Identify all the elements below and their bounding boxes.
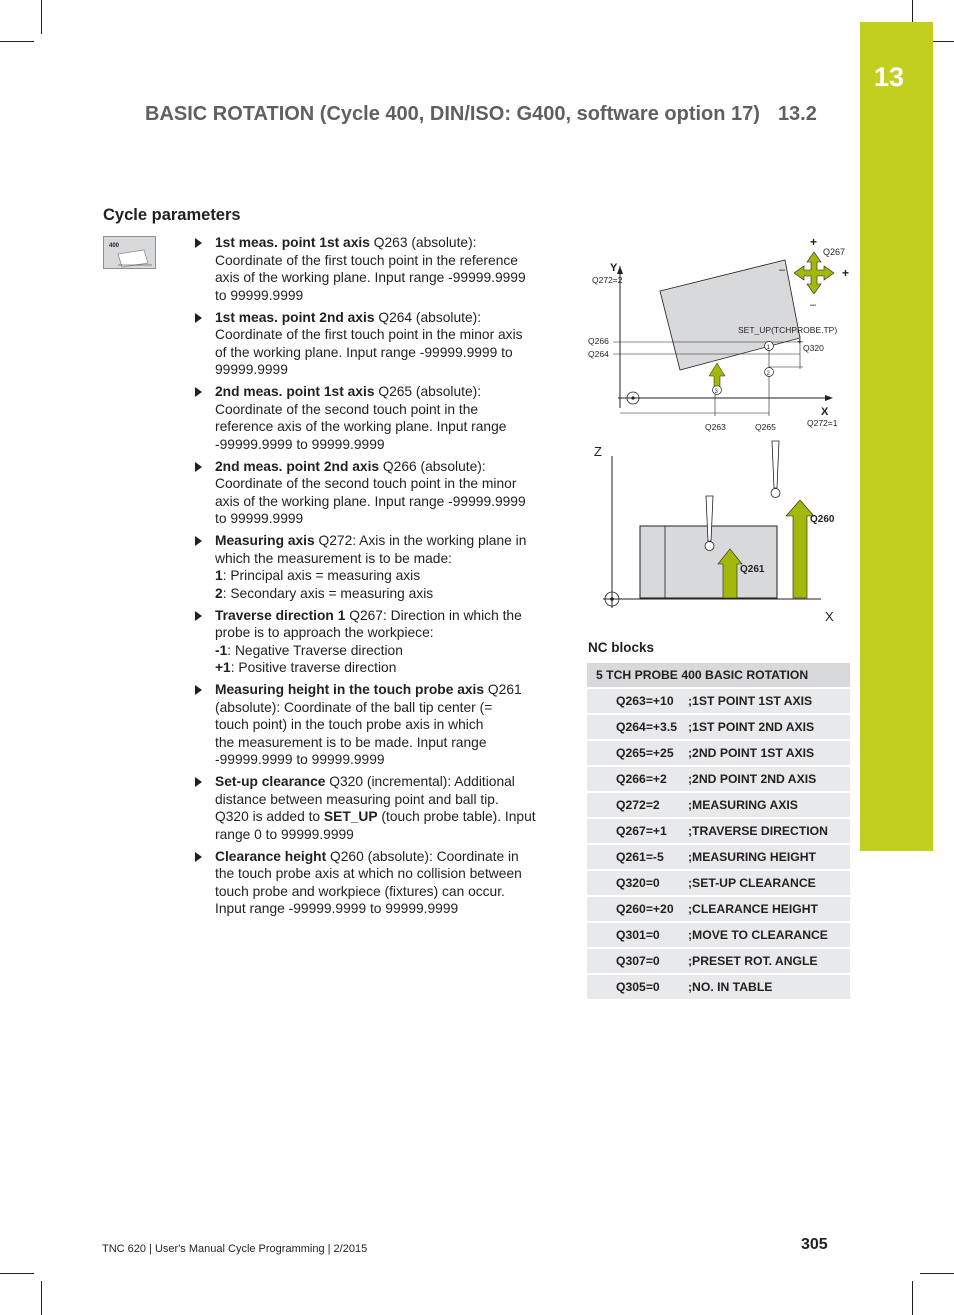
q260-label: Q260 [810, 514, 835, 525]
table-row [587, 870, 850, 896]
param-q: Q264 (absolute): [374, 309, 482, 325]
side-x-axis-label: X [825, 609, 834, 624]
param-line: -99999.9999 to 99999.9999 [215, 436, 385, 452]
softkey-label: 400 [109, 243, 120, 249]
bullet-arrow-icon [195, 777, 202, 787]
bullet-arrow-icon [195, 313, 202, 323]
param-line: of the working plane. Input range -99999.9999 to [215, 344, 513, 360]
param-option [215, 642, 555, 660]
bullet-arrow-icon [195, 685, 202, 695]
q272-1-label: Q272=1 [807, 418, 838, 428]
param-line: -99999.9999 to 99999.9999 [215, 752, 385, 767]
param-line: Coordinate of the second touch point in the [215, 401, 479, 417]
nc-param: Q264=+3.5 [587, 714, 688, 740]
table-row [587, 714, 850, 740]
cycle-400-softkey-icon [103, 236, 156, 269]
param-line: distance between measuring point and ball tip. [215, 791, 499, 807]
nc-comment: ;1ST POINT 2ND AXIS [688, 714, 850, 740]
nc-comment: ;CLEARANCE HEIGHT [688, 896, 850, 922]
param-item [195, 458, 555, 528]
crop-mark [912, 1281, 913, 1315]
table-row [587, 974, 850, 1000]
table-row [587, 740, 850, 766]
nc-header: 5 TCH PROBE 400 BASIC ROTATION [587, 663, 850, 688]
nc-comment: ;MEASURING AXIS [688, 792, 850, 818]
param-name: 1st meas. point 2nd axis [215, 309, 375, 325]
point-1-label: 1 [766, 345, 770, 351]
param-q: Q263 (absolute): [369, 235, 477, 250]
param-name: Traverse direction 1 [215, 607, 346, 623]
nc-param: Q265=+25 [587, 740, 688, 766]
param-line: to 99999.9999 [215, 287, 304, 303]
q263-label: Q263 [705, 422, 726, 432]
nc-param: Q272=2 [587, 792, 688, 818]
mixed-bold: SET_UP [323, 809, 378, 824]
parameter-list [195, 234, 555, 922]
q261-label: Q261 [740, 564, 765, 575]
bullet-arrow-icon [195, 852, 202, 862]
option-key: -1 [215, 642, 228, 658]
page-number: 305 [801, 1236, 828, 1253]
param-option [215, 659, 555, 677]
table-header-row [587, 663, 850, 688]
nc-param: Q261=-5 [587, 844, 688, 870]
param-line: Input range -99999.9999 to 99999.9999 [215, 901, 459, 916]
param-line: axis of the working plane. Input range -99999.9999 [215, 493, 526, 509]
option-text: : Principal axis = measuring axis [222, 568, 421, 583]
probe-direction-arrow-icon [709, 363, 725, 386]
param-item [195, 234, 555, 304]
nc-comment: ;1ST POINT 1ST AXIS [688, 688, 850, 714]
param-line: probe is to approach the workpiece: [215, 625, 434, 640]
q265-label: Q265 [755, 422, 776, 432]
param-q: Q272: Axis in the working plane in [314, 533, 527, 548]
param-name: Set-up clearance [215, 774, 326, 789]
param-line: reference axis of the working plane. Input range [215, 419, 507, 434]
nc-blocks-title: NC blocks [588, 640, 655, 655]
option-text: : Positive traverse direction [230, 660, 397, 675]
header-title: BASIC ROTATION (Cycle 400, DIN/ISO: G400, software option 17) [145, 103, 760, 125]
param-name: 2nd meas. point 1st axis [215, 384, 375, 399]
crop-mark [41, 1281, 42, 1315]
header-section-number: 13.2 [777, 103, 817, 125]
q266-label: Q266 [588, 336, 609, 346]
q272-2-label: Q272=2 [592, 275, 623, 285]
chapter-number: 13 [873, 62, 905, 92]
bullet-arrow-icon [195, 536, 202, 546]
traverse-plus-x: + [842, 266, 850, 280]
touch-probe-icon [771, 441, 780, 498]
workpiece-rotated [660, 260, 800, 370]
table-row [587, 844, 850, 870]
nc-comment: ;PRESET ROT. ANGLE [688, 948, 850, 974]
side-view-diagram [594, 441, 835, 624]
nc-comment: ;2ND POINT 1ST AXIS [688, 740, 850, 766]
param-line: to 99999.9999 [215, 511, 304, 526]
crop-mark [41, 0, 42, 34]
bullet-arrow-icon [195, 462, 202, 472]
option-text: : Secondary axis = measuring axis [222, 585, 434, 601]
param-q: Q320 (incremental): Additional [325, 774, 515, 789]
nc-param: Q263=+10 [587, 688, 688, 714]
table-row [587, 818, 850, 844]
touch-probe-icon [705, 496, 714, 551]
param-line: the measurement is to be made. Input range [215, 734, 487, 750]
param-q: Q260 (absolute): Coordinate in [326, 848, 519, 864]
crop-mark [0, 41, 34, 42]
table-row [587, 688, 850, 714]
option-key: +1 [215, 660, 231, 675]
param-item [195, 309, 555, 379]
param-line: Coordinate of the first touch point in the reference [215, 252, 518, 268]
nc-comment: ;2ND POINT 2ND AXIS [688, 766, 850, 792]
param-name: Measuring axis [215, 533, 315, 548]
param-option [215, 567, 555, 585]
q267-label: Q267 [823, 247, 846, 257]
table-row [587, 948, 850, 974]
running-header [145, 103, 817, 126]
nc-comment: ;MOVE TO CLEARANCE [688, 922, 850, 948]
param-name: Measuring height in the touch probe axis [215, 682, 485, 697]
option-key: 2 [215, 585, 223, 601]
traverse-minus-y: – [810, 299, 817, 311]
nc-blocks-table [587, 663, 850, 1001]
param-line: Coordinate of the second touch point in the minor [215, 476, 517, 491]
param-line: touch point) in the touch probe axis in which [215, 717, 484, 732]
param-option [215, 585, 555, 603]
param-line: (absolute): Coordinate of the ball tip center (= [215, 699, 493, 715]
top-view-diagram [588, 236, 849, 432]
param-line: which the measurement is to be made: [215, 550, 452, 566]
traverse-minus-x: – [779, 264, 786, 276]
section-title: Cycle parameters [103, 206, 241, 224]
nc-param: Q320=0 [587, 870, 688, 896]
nc-param: Q305=0 [587, 974, 688, 1000]
nc-comment: ;SET-UP CLEARANCE [688, 870, 850, 896]
x-axis-label: X [821, 406, 829, 418]
param-item [195, 383, 555, 453]
nc-param: Q267=+1 [587, 818, 688, 844]
setup-table-label: SET_UP(TCHPROBE.TP) [738, 325, 838, 335]
param-line-mixed [215, 808, 555, 826]
crop-mark [0, 1273, 34, 1274]
param-line: the touch probe axis at which no collision between [215, 866, 522, 881]
nc-comment: ;NO. IN TABLE [688, 974, 850, 1000]
param-line: range 0 to 99999.9999 [215, 826, 354, 842]
traverse-plus-y: + [810, 236, 818, 249]
x-axis-arrow-icon [825, 395, 833, 401]
crop-mark [920, 1273, 954, 1274]
param-name: 2nd meas. point 2nd axis [215, 458, 380, 474]
point-3-label: 3 [714, 389, 718, 395]
param-name: Clearance height [215, 848, 327, 864]
option-key: 1 [215, 568, 223, 583]
param-line: touch probe and workpiece (fixtures) can occur. [215, 883, 505, 899]
table-row [587, 766, 850, 792]
q320-plus-label: + [797, 336, 802, 346]
y-axis-arrow-icon [617, 266, 623, 274]
nc-comment: ;MEASURING HEIGHT [688, 844, 850, 870]
q320-label: Q320 [803, 343, 824, 353]
param-item [195, 607, 555, 677]
chapter-tab [860, 22, 933, 851]
bullet-arrow-icon [195, 611, 202, 621]
nc-param: Q307=0 [587, 948, 688, 974]
mixed-post: (touch probe table). Input [377, 809, 536, 824]
param-name: 1st meas. point 1st axis [215, 235, 370, 250]
param-q: Q261 [484, 682, 522, 697]
param-q: Q265 (absolute): [374, 384, 482, 399]
q264-label: Q264 [588, 349, 609, 359]
nc-param: Q260=+20 [587, 896, 688, 922]
bullet-arrow-icon [195, 238, 202, 248]
nc-comment: ;TRAVERSE DIRECTION [688, 818, 850, 844]
mixed-pre: Q320 is added to [215, 809, 324, 824]
option-text: : Negative Traverse direction [227, 642, 403, 658]
param-item [195, 848, 555, 918]
point-2-label: 2 [766, 371, 770, 377]
param-line: Coordinate of the first touch point in the minor axis [215, 327, 523, 342]
param-q: Q266 (absolute): [379, 458, 486, 474]
nc-param: Q266=+2 [587, 766, 688, 792]
table-row [587, 896, 850, 922]
nc-param: Q301=0 [587, 922, 688, 948]
z-axis-label: Z [594, 444, 602, 459]
footer-text: TNC 620 | User's Manual Cycle Programming | 2/2015 [102, 1243, 368, 1255]
param-item [195, 681, 555, 769]
param-line: axis of the working plane. Input range -99999.9999 [215, 270, 526, 285]
y-axis-label: Y [610, 262, 618, 274]
table-row [587, 792, 850, 818]
param-q: Q267: Direction in which the [345, 607, 522, 623]
bullet-arrow-icon [195, 387, 202, 397]
param-line: 99999.9999 [215, 362, 288, 377]
param-item [195, 773, 555, 843]
param-item [195, 532, 555, 602]
table-row [587, 922, 850, 948]
cycle-diagram [585, 236, 855, 628]
traverse-direction-cross-icon [794, 252, 834, 294]
